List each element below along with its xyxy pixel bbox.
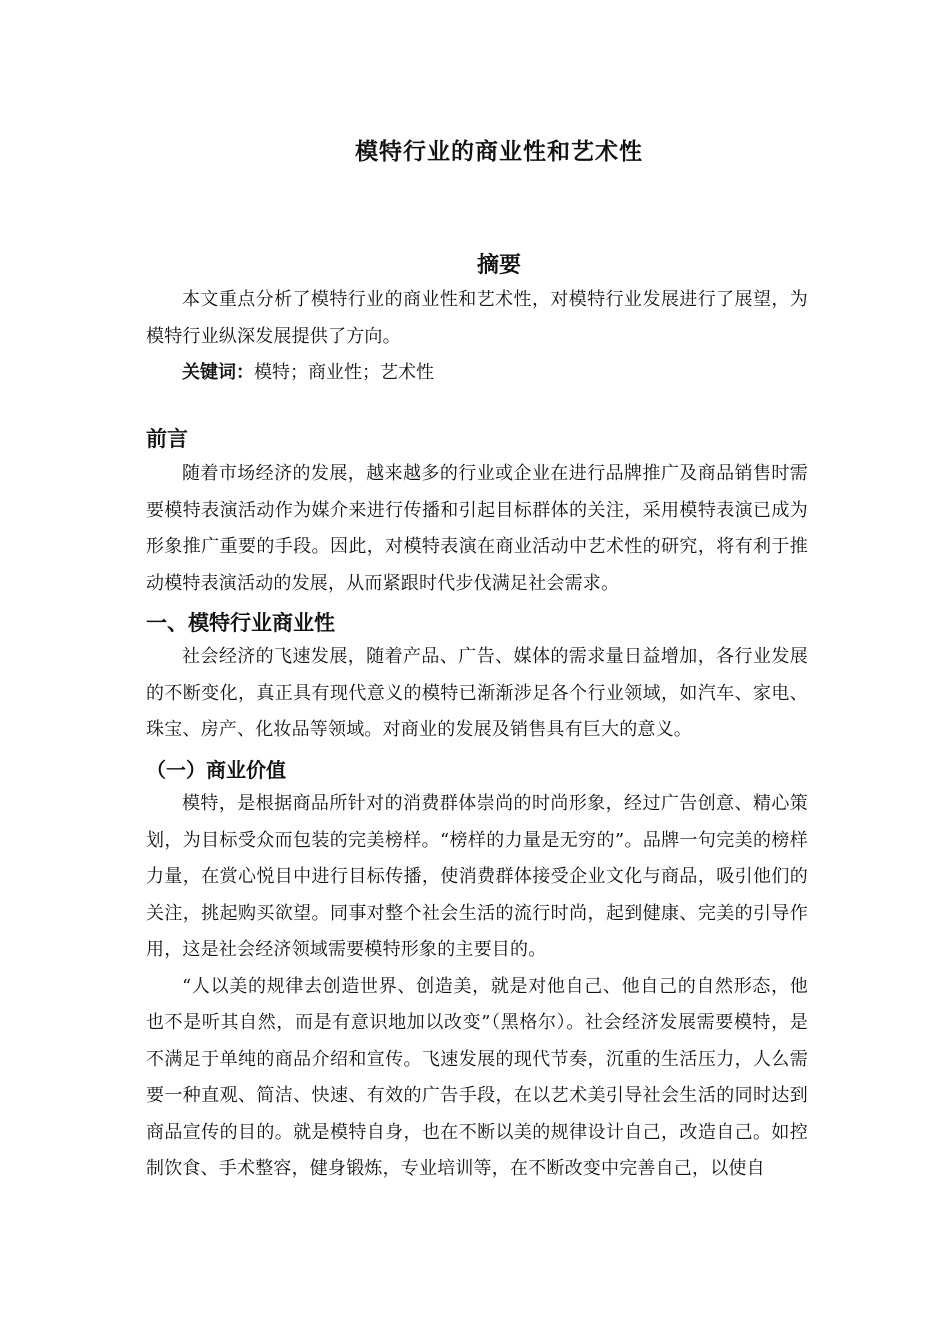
section1-heading: 一、模特行业商业性	[146, 611, 335, 635]
keywords-line	[146, 355, 808, 391]
keywords-value: 模特；商业性；艺术性	[254, 362, 434, 383]
subsection1-heading: （一）商业价值	[146, 758, 286, 782]
preface-text: 随着市场经济的发展，越来越多的行业或企业在进行品牌推广及商品销售时需要模特表演活动作为媒介来进行传播和引起目标群体的关注，采用模特表演已成为形象推广重要的手段。因此，对模特表演在商业活动中艺术性的研究，将有利于推动模特表演活动的发展，从而紧跟时代步伐满足社会需求。	[146, 463, 808, 594]
section1-text: 社会经济的飞速发展，随着产品、广告、媒体的需求量日益增加，各行业发展的不断变化，真正具有现代意义的模特已渐渐涉足各个行业领域，如汽车、家电、珠宝、房产、化妆品等领域。对商业的发展及销售具有巨大的意义。	[146, 646, 808, 740]
subsection-commercial-value	[146, 756, 808, 1188]
document-title: 模特行业的商业性和艺术性	[355, 139, 643, 165]
subsection1-para1: 模特，是根据商品所针对的消费群体崇尚的时尚形象，经过广告创意、精心策划，为目标受众而包装的完美榜样。“榜样的力量是无穷的”。品牌一句完美的榜样力量，在赏心悦目中进行目标传播，使消费群体接受企业文化与商品，吸引他们的关注，挑起购买欲望。同事对整个社会生活的流行时尚，起到健康、完美的引导作用，这是社会经济领域需要模特形象的主要目的。	[146, 793, 808, 960]
abstract-text: 本文重点分析了模特行业的商业性和艺术性，对模特行业发展进行了展望，为模特行业纵深发展提供了方向。	[146, 289, 808, 347]
keywords-label: 关键词：	[182, 362, 254, 383]
preface-heading: 前言	[146, 427, 188, 451]
section1	[146, 608, 808, 749]
abstract-section	[146, 282, 808, 391]
abstract-heading: 摘要	[476, 253, 521, 278]
subsection1-para2: “人以美的规律去创造世界、创造美，就是对他自己、他自己的自然形态，他也不是听其自然，而是有意识地加以改变”（黑格尔）。社会经济发展需要模特，是不满足于单纯的商品介绍和宣传。飞速发展的现代节奏，沉重的生活压力，人么需要一种直观、简洁、快速、有效的广告手段，在以艺术美引导社会生活的同时达到商品宣传的目的。就是模特自身，也在不断以美的规律设计自己，改造自己。如控制饮食、手术整容，健身锻炼，专业培训等，在不断改变中完善自己，以使自	[146, 975, 808, 1179]
preface-section	[146, 424, 808, 602]
